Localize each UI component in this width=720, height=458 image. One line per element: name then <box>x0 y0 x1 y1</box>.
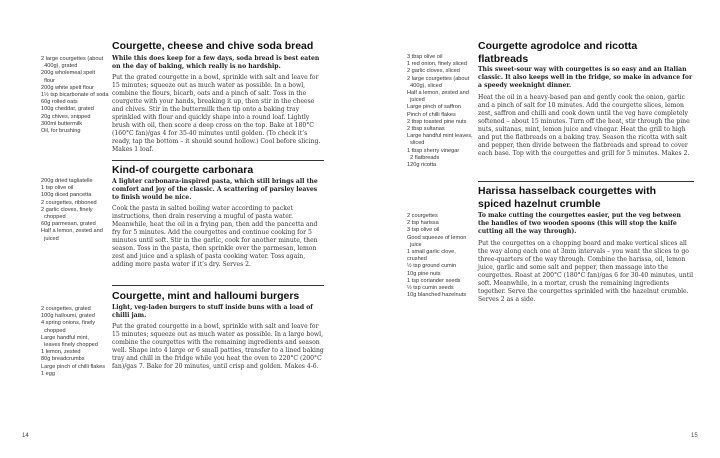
ingredient-item: 1 lemon, zested <box>41 349 81 356</box>
recipe-method: Put the grated courgette in a bowl, sprinkle with salt and leave for 15 minutes; squeeze out as much water as possible. In a bowl, combine the flours, bicarb, oats and a pinch of salt. Toss in the courgette with your hands, breaking it up, then stir in the cheese and chives. Stir in the buttermilk then tip onto a baking tray sprinkled with flour and quickly shape into a round loaf. Lightly brush with oil, then score a deep cross on the top. Bake at 180°C (160°C fan)/gas 4 for 35-40 minutes until golden. (To check it’s ready, tap the bottom – it should sound hollow.) Cool before slicing. Makes 1 loaf. <box>112 74 321 153</box>
ingredient-item: 200g dried tagliatelle <box>41 178 93 184</box>
ingredient-item: 2 courgettes, ribboned <box>41 199 97 206</box>
ingredient-item: 100g halloumi, grated <box>41 313 95 320</box>
ingredient-item: 60g rolled oats <box>41 99 78 106</box>
recipe-intro: Light, veg-laden burgers to stuff inside buns with a load of chilli jam. <box>112 304 313 319</box>
ingredient-item: sliced <box>407 140 425 147</box>
ingredient-item: ½ tsp ground cumin <box>407 263 457 270</box>
ingredient-item: 20g chives, snipped <box>41 113 91 120</box>
recipe-method: Put the courgettes on a chopping board and make vertical slices all the way along each one at 3mm intervals – you want the slices to go three-quarters of the way through. Combine the harissa, oil, lemon juice, garlic and some salt and pepper, then massage into the courgettes. Roast at 200°C (180°C fan)/gas 6 for 30-40 minutes, until soft. Meanwhile, in a mortar, crush the remaining ingredients together. Serve the courgettes sprinkled with the hazelnut crumble. Serves 2 as a side. <box>478 240 694 303</box>
ingredient-list <box>407 54 477 169</box>
ingredient-item: Large handful mint leaves, <box>407 133 473 140</box>
ingredient-item: 1 tbsp sherry vinegar <box>407 147 460 154</box>
recipe-intro: A lighter carbonara-inspired pasta, which still brings all the comfort and joy of the classic. A scattering of parsley leaves to finish would be nice. <box>112 178 318 201</box>
ingredient-item: 80g breadcrumbs <box>41 356 85 363</box>
ingredient-item: 1 small garlic clove, crushed <box>407 249 458 263</box>
recipe-title: Kind-of courgette carbonara <box>112 164 254 176</box>
ingredient-item: flour <box>41 77 55 84</box>
ingredient-list <box>407 213 477 299</box>
recipe-title: Courgette agrodolce and ricotta flatbreads <box>478 40 638 65</box>
recipe-title: Courgette, cheese and chive soda bread <box>112 40 314 52</box>
ingredient-item: juice <box>407 241 422 248</box>
ingredient-item: 2 courgettes, grated <box>41 306 91 312</box>
ingredient-item: Large pinch of saffron <box>407 104 462 111</box>
ingredient-item: 1 egg <box>41 370 55 377</box>
ingredient-item: 200g wholemeal spelt <box>41 70 96 77</box>
ingredient-list <box>41 56 109 135</box>
ingredient-item: 2 large courgettes (about <box>407 75 470 82</box>
ingredient-item: 2 garlic cloves, finely <box>41 206 93 213</box>
divider <box>478 181 694 182</box>
ingredient-item: Half a lemon, zested and <box>41 228 103 235</box>
ingredient-item: 100g diced pancetta <box>41 192 92 199</box>
ingredient-item: Good squeeze of lemon <box>407 234 467 241</box>
ingredient-item: 3 tsp olive oil <box>407 227 440 234</box>
ingredient-item: 120g ricotta <box>407 162 437 169</box>
ingredient-item: 2 tbsp toasted pine nuts <box>407 118 467 125</box>
recipe-method: Cook the pasta in salted boiling water according to packet instructions, then drain reserving a mugful of pasta water. Meanwhile, heat the oil in a frying pan, then add the pancetta and fry for 5 minutes. Add the courgettes and continue cooking for 5 minutes until soft. Stir in the garlic, cook for another minute, then season. Toss in the pasta, then sprinkle over the parmesan, lemon zest and juice and a splash of pasta cooking water. Toss again, adding more pasta water if it’s dry. Serves 2. <box>112 205 318 268</box>
ingredient-item: Large handful mint, <box>41 334 89 341</box>
page-number: 14 <box>22 433 29 439</box>
right-page <box>360 0 720 458</box>
ingredient-item: 1 tsp coriander seeds <box>407 277 461 284</box>
recipe-title: Harissa hasselback courgettes with spiced hazelnut crumble <box>478 185 656 210</box>
ingredient-list <box>41 306 109 378</box>
ingredient-item: 10g pine nuts <box>407 270 441 277</box>
recipe-method: Put the grated courgette in a bowl, sprinkle with salt and leave for 15 minutes; squeeze out as much water as possible. In a large bowl, combine the courgettes with the remaining ingredients and season well. Shape into 4 large or 6 small patties, transfer to a lined baking tray and chill in the fridge while you heat the oven to 220°C (200°C fan)/gas 7. Bake for 20 minutes, until crisp and golden. Makes 4-6. <box>112 323 324 370</box>
ingredient-item: 2 tbsp sultanas <box>407 126 445 133</box>
ingredient-item: juiced <box>407 97 425 104</box>
recipe-title: Courgette, mint and halloumi burgers <box>112 290 300 302</box>
ingredient-item: 10g blanched hazelnuts <box>407 292 467 299</box>
ingredient-item: Oil, for brushing <box>41 128 81 135</box>
recipe-method: Heat the oil in a heavy-based pan and gently cook the onion, garlic and a pinch of salt for 10 minutes. Add the courgette slices, lemon zest, saffron and chilli and cook down until the veg have completely softened – about 15 minutes. Turn off the heat, stir through the pine nuts, sultanas, mint, lemon juice and vinegar. Heat the grill to high and put the flatbreads on a baking tray. Season the ricotta with salt and pepper, then divide between the flatbreads and spread to cover each base. Top with the courgettes and grill for 5 minutes. Makes 2. <box>478 94 690 157</box>
ingredient-item: 60g parmesan, grated <box>41 221 96 228</box>
ingredient-item: 3 tbsp olive oil <box>407 54 443 60</box>
ingredient-item: 1½ tsp bicarbonate of soda <box>41 92 109 99</box>
ingredient-item: 2 flatbreads <box>407 154 440 161</box>
ingredient-list <box>41 178 109 243</box>
ingredient-item: juiced <box>41 235 59 242</box>
ingredient-item: 2 courgettes <box>407 213 438 219</box>
ingredient-item: 400g), grated <box>41 63 78 70</box>
ingredient-item: ½ tsp cumin seeds <box>407 285 454 292</box>
ingredient-item: 300ml buttermilk <box>41 120 83 127</box>
ingredient-item: 2 large courgettes (about <box>41 56 104 62</box>
ingredient-item: leaves finely chopped <box>41 342 98 349</box>
divider <box>112 160 324 161</box>
ingredient-item: 100g cheddar, grated <box>41 106 94 113</box>
ingredient-item: chopped <box>41 327 66 334</box>
ingredient-item: 400g), sliced <box>407 82 442 89</box>
recipe-intro: While this does keep for a few days, soda bread is best eaten on the day of baking, which really is no hardship. <box>112 55 320 70</box>
ingredient-item: 2 garlic cloves, sliced <box>407 68 460 75</box>
ingredient-item: 1 tsp olive oil <box>41 185 74 192</box>
ingredient-item: 4 spring onions, finely <box>41 320 96 327</box>
divider <box>112 285 324 286</box>
ingredient-item: Large pinch of chilli flakes <box>41 363 106 370</box>
ingredient-item: 1 red onion, finely sliced <box>407 61 468 68</box>
ingredient-item: Pinch of chilli flakes <box>407 111 456 118</box>
ingredient-item: 2 tsp harissa <box>407 220 439 227</box>
ingredient-item: chopped <box>41 214 66 221</box>
ingredient-item: Half a lemon, zested and <box>407 90 469 97</box>
recipe-intro: To make cutting the courgettes easier, put the veg between the handles of two wooden spoons (this will stop the knife cutting all the way through). <box>478 212 681 235</box>
ingredient-item: 200g white spelt flour <box>41 84 94 91</box>
page-number: 15 <box>691 433 698 439</box>
recipe-intro: This sweet-sour way with courgettes is so easy and an Italian classic. It also keeps well in the fridge, so make in advance for a speedy weeknight dinner. <box>478 66 693 89</box>
